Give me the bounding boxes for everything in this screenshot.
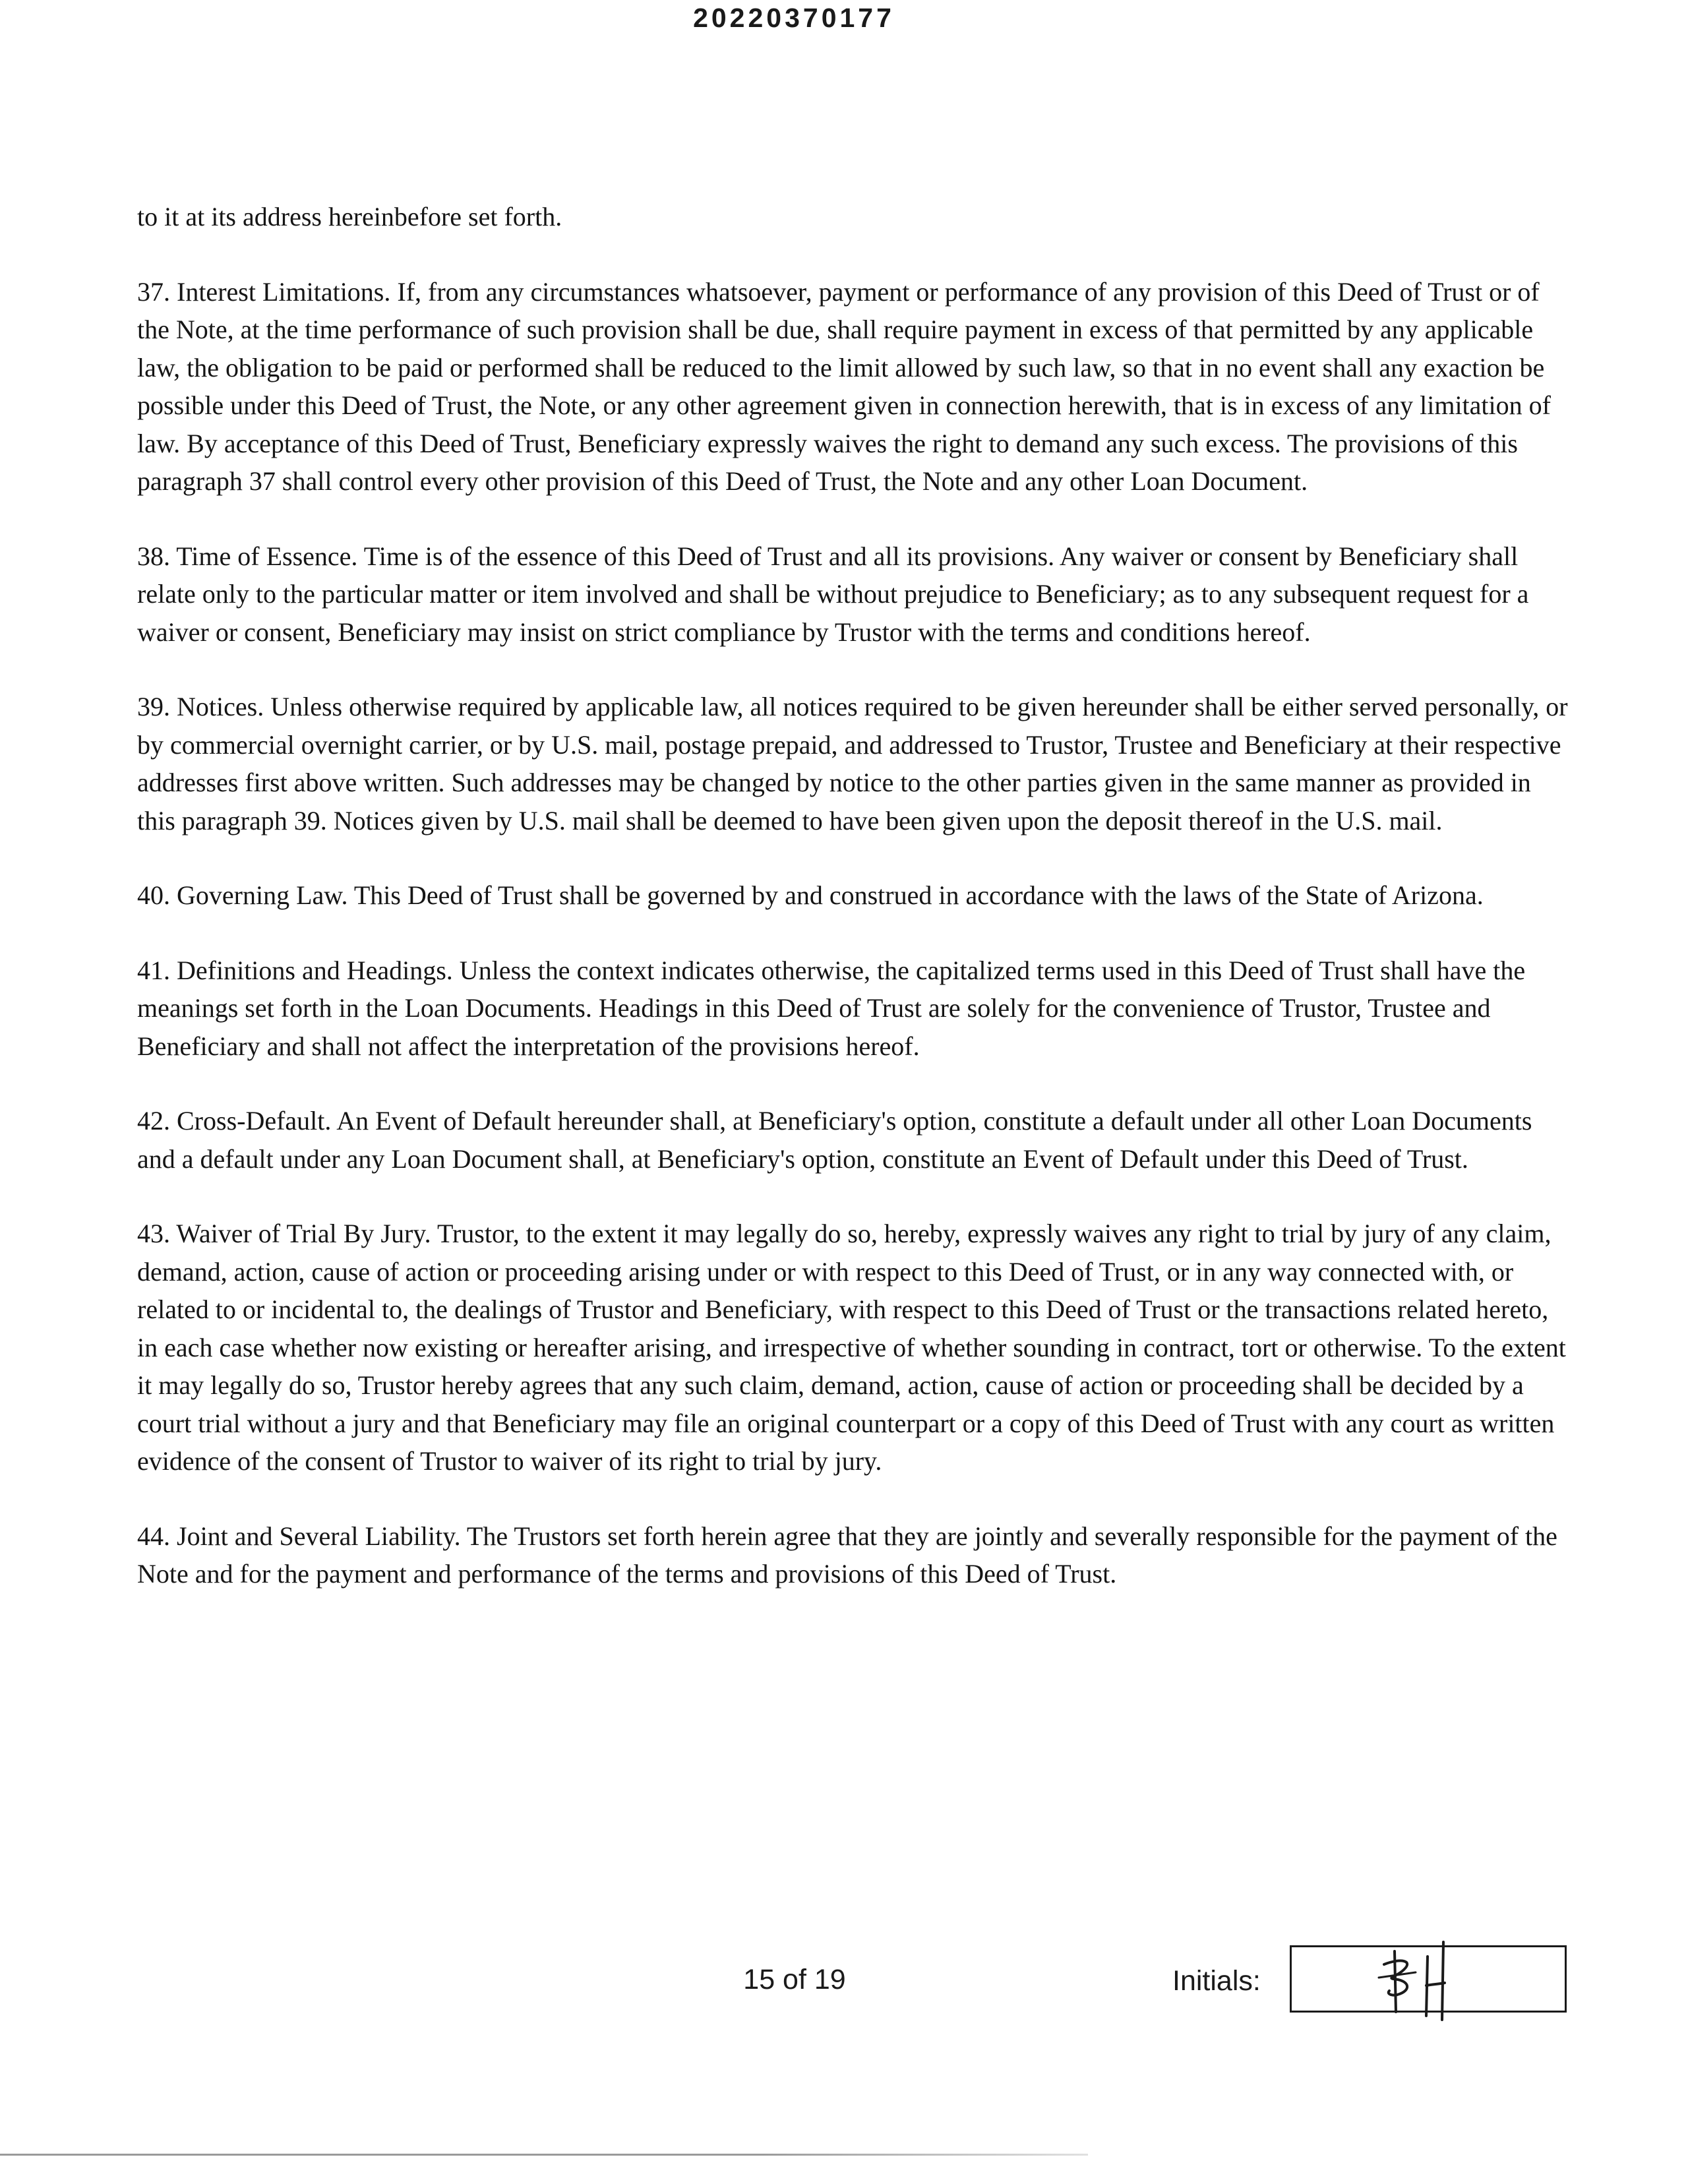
initials-label: Initials: <box>1172 1965 1261 1997</box>
bottom-scan-rule <box>0 2154 1088 2156</box>
paragraph-42-cross-default: 42. Cross-Default. An Event of Default hereunder shall, at Beneficiary's option, constitute a default under all other Loan Documents and a default under any Loan Document shall, at Beneficiary's option, constitute an Event of Default under this Deed of Trust. <box>137 1106 1532 1174</box>
paragraph-40-governing-law: 40. Governing Law. This Deed of Trust shall be governed by and construed in accordance with the laws of the State of Arizona. <box>137 880 1484 910</box>
initials-signature <box>1364 1938 1496 2024</box>
document-body <box>137 198 1568 1630</box>
page-indicator: 15 of 19 <box>743 1964 846 1995</box>
paragraph-38-time-of-essence: 38. Time of Essence. Time is of the essence of this Deed of Trust and all its provisions. Any waiver or consent by Beneficiary shall relate only to the particular matter or item involved and shall be without prejudice to Beneficiary; as to any subsequent request for a waiver or consent, Beneficiary may insist on strict compliance by Trustor with the terms and conditions hereof. <box>137 541 1529 647</box>
initials-box <box>1290 1945 1567 2013</box>
paragraph-43-waiver-of-jury: 43. Waiver of Trial By Jury. Trustor, to the extent it may legally do so, hereby, expressly waives any right to trial by jury of any claim, demand, action, cause of action or proceeding arising under or with respect to this Deed of Trust, or in any way connected with, or related to or incidental to, the dealings of Trustor and Beneficiary, with respect to this Deed of Trust or the transactions related hereto, in each case whether now existing or hereafter arising, and irrespective of whether sounding in contract, tort or otherwise. To the extent it may legally do so, Trustor hereby agrees that any such claim, demand, action, cause of action or proceeding shall be decided by a court trial without a jury and that Beneficiary may file an original counterpart or a copy of this Deed of Trust with any court as written evidence of the consent of Trustor to waiver of its right to trial by jury. <box>137 1219 1566 1476</box>
paragraph-44-joint-several-liability: 44. Joint and Several Liability. The Trustors set forth herein agree that they are jointly and severally responsible for the payment of the Note and for the payment and performance of the terms and provisions of this Deed of Trust. <box>137 1521 1557 1589</box>
paragraph-continuation: to it at its address hereinbefore set forth. <box>137 202 562 231</box>
paragraph-41-definitions-headings: 41. Definitions and Headings. Unless the context indicates otherwise, the capitalized terms used in this Deed of Trust shall have the meanings set forth in the Loan Documents. Headings in this Deed of Trust are solely for the convenience of Trustor, Trustee and Beneficiary and shall not affect the interpretation of the provisions hereof. <box>137 955 1526 1061</box>
paragraph-39-notices: 39. Notices. Unless otherwise required by applicable law, all notices required to be given hereunder shall be either served personally, or by commercial overnight carrier, or by U.S. mail, postage prepaid, and addressed to Trustor, Trustee and Beneficiary at their respective addresses first above written. Such addresses may be changed by notice to the other parties given in the same manner as provided in this paragraph 39. Notices given by U.S. mail shall be deemed to have been given upon the deposit thereof in the U.S. mail. <box>137 692 1568 835</box>
paragraph-37-interest-limitations: 37. Interest Limitations. If, from any circumstances whatsoever, payment or performance of any provision of this Deed of Trust or of the Note, at the time performance of such provision shall be due, shall require payment in excess of that permitted by any applicable law, the obligation to be paid or performed shall be reduced to the limit allowed by such law, so that in no event shall any exaction be possible under this Deed of Trust, the Note, or any other agreement given in connection herewith, that is in excess of any limitation of law. By acceptance of this Deed of Trust, Beneficiary expressly waives the right to demand any such excess. The provisions of this paragraph 37 shall control every other provision of this Deed of Trust, the Note and any other Loan Document. <box>137 276 1551 496</box>
document-number: 20220370177 <box>693 3 895 33</box>
